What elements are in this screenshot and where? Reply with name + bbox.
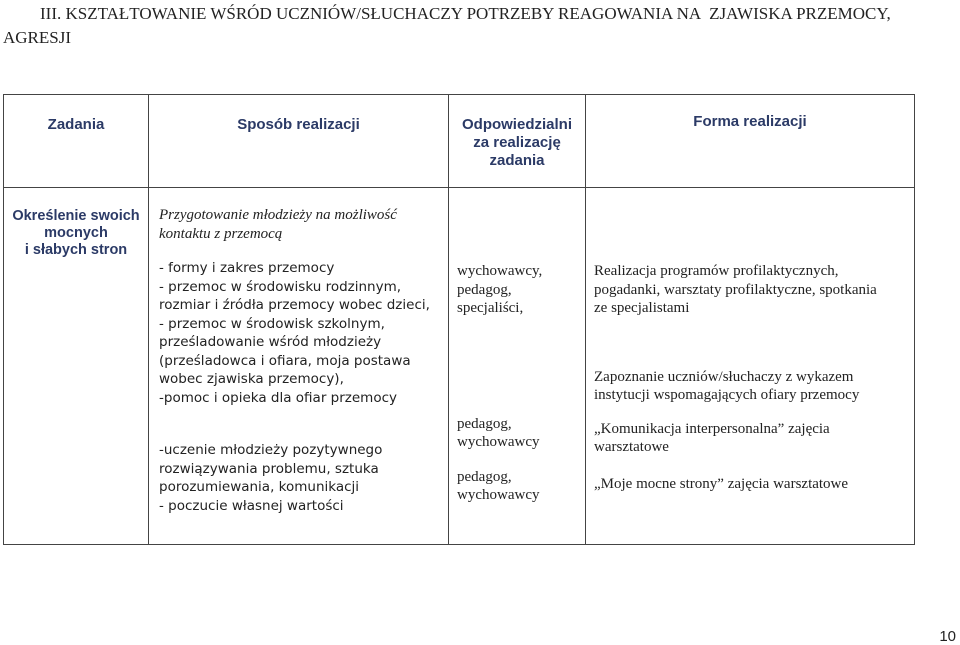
- header-form: Forma realizacji: [586, 95, 915, 188]
- responsible-1: wychowawcy, pedagog, specjaliści,: [457, 263, 543, 316]
- heading-line1-suffix: ZJAWISKA PRZEMOCY,: [709, 4, 891, 23]
- form-4: „Moje mocne strony” zajęcia warsztatowe: [594, 475, 849, 492]
- section-heading: [3, 2, 957, 50]
- task-text: Określenie swoich mocnych i słabych stron: [12, 208, 140, 258]
- task-cell: [4, 188, 149, 545]
- responsible-2: pedagog, wychowawcy: [457, 415, 540, 450]
- form-1: Realizacja programów profilaktycznych, pogadanki, warsztaty profilaktyczne, spotkania ze specjalistami: [594, 263, 877, 316]
- method-list-1: - formy i zakres przemocy - przemoc w środowisku rodzinnym, rozmiar i źródła przemocy wobec dzieci, - przemoc w środowisk szkolnym, prześladowanie wśród młodzieży (prześladowca i ofiara, moja postawa wobec zjawiska przemocy), -pomoc i opieka dla ofiar przemocy: [159, 260, 430, 406]
- page-number: 10: [939, 628, 956, 645]
- method-title: Przygotowanie młodzieży na możliwość kontaktu z przemocą: [159, 207, 397, 242]
- heading-line1-prefix: III. KSZTAŁTOWANIE WŚRÓD UCZNIÓW/SŁUCHACZY POTRZEBY REAGOWANIA NA: [40, 4, 702, 23]
- header-method: Sposób realizacji: [149, 95, 449, 188]
- form-cell: [586, 188, 915, 545]
- form-3: „Komunikacja interpersonalna” zajęcia warsztatowe: [594, 420, 830, 455]
- realization-table: [3, 94, 915, 545]
- header-responsible: Odpowiedzialni za realizację zadania: [449, 95, 586, 188]
- responsible-cell: [449, 188, 586, 545]
- method-list-2: -uczenie młodzieży pozytywnego rozwiązywania problemu, sztuka porozumiewania, komunikacji - poczucie własnej wartości: [159, 442, 383, 514]
- responsible-3: pedagog, wychowawcy: [457, 468, 540, 503]
- table-row: [4, 188, 915, 545]
- method-cell: [149, 188, 449, 545]
- table-header-row: [4, 95, 915, 188]
- heading-line2: AGRESJI: [3, 28, 72, 47]
- form-2: Zapoznanie uczniów/słuchaczy z wykazem instytucji wspomagających ofiary przemocy: [594, 368, 860, 403]
- header-tasks: Zadania: [4, 95, 149, 188]
